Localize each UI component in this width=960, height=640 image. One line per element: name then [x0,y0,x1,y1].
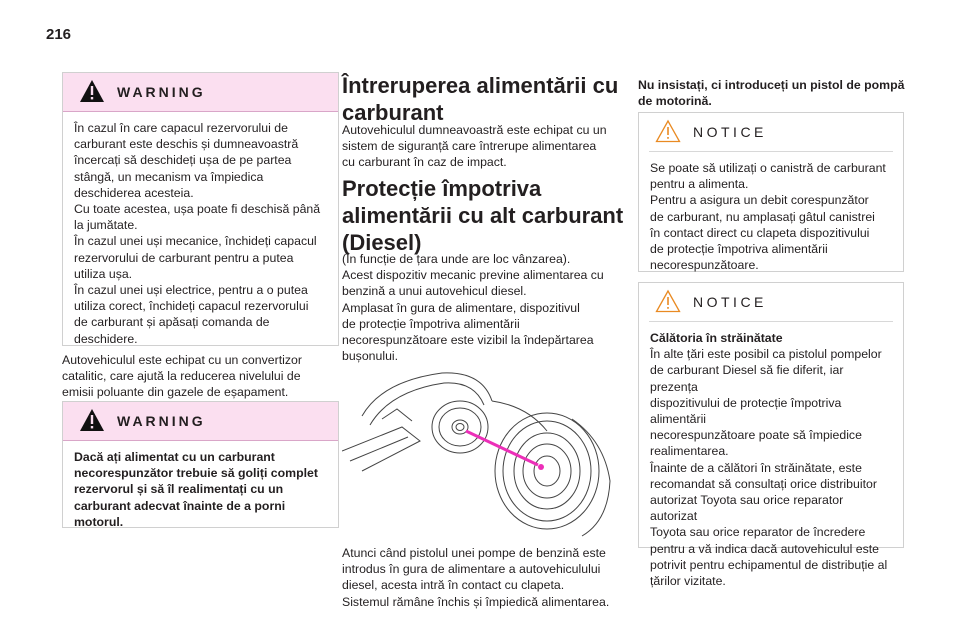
figure-caption: Atunci când pistolul unei pompe de benzină este introdus în gura de alimentare a autovehiculului diesel, acesta intră în contact cu clapeta. Sistemul rămâne închis și împiedică alimentarea. [342,546,610,609]
notice-box-canister [638,112,904,272]
warning-body: Dacă ați alimentat cu un carburant necorespunzător trebuie să goliți complet rezervorul și să îl realimentați cu un carburant adecvat înainte de a porni motorul. [74,450,318,529]
notice-body: În alte țări este posibil ca pistolul pompelor de carburant Diesel să fie diferit, iar prezența dispozitivului de protecție împotriva alimentării necorespunzătoare poate să împiedice realimentarea. Înainte de a călători în străinătate, este recomandat să consultați orice distribuitor autorizat Toyota sau orice reparator autorizat Toyota sau orice reparator de încredere pentru a vă indica dacă autovehiculul este potrivit pentru echipamentul de distribuție al țărilor vizitate. [650,347,888,589]
notice-content [649,321,893,599]
notice-subtitle: Călătoria în străinătate [650,331,783,345]
right-intro: Nu insistați, ci introduceți un pistol de pompă de motorină. [638,78,905,109]
notice-title: NOTICE [693,294,767,310]
notice-body: Se poate să utilizați o canistră de carburant pentru a alimenta. Pentru a asigura un debit corespunzător de carburant, nu amplasați gâtul canistrei în contact direct cu clapeta dispozitivului de protecție împotriva alimentării necorespunzătoare. [649,151,893,283]
warning-title: WARNING [117,413,206,429]
catalytic-paragraph: Autovehiculul este echipat cu un convertizor catalitic, care ajută la reducerea nivelului de emisii poluante din gazele de eșapament. [62,353,302,400]
notice-box-travel [638,282,904,589]
warning-header [63,402,338,441]
notice-triangle-icon [655,119,681,143]
notice-header [639,283,903,321]
pointer-dot [538,464,544,470]
section-title-fuel-cutoff: Întreruperea alimentării cu carburant [342,73,619,125]
notice-header [639,113,903,151]
section-body-misfuel: (În funcție de țara unde are loc vânzarea). Acest dispozitiv mecanic previne alimentarea cu benzină a unui autovehicul diesel. Amplasat în gura de alimentare, dispozitivul de protecție împotriva alimentării necorespunzătoare este vizibil la îndepărtarea bușonului. [342,252,604,364]
warning-header [63,73,338,112]
section-title-misfuel: Protecție împotriva alimentării cu alt carburant (Diesel) [342,176,624,255]
page-number: 216 [46,26,72,43]
notice-title: NOTICE [693,124,767,140]
warning-body: În cazul în care capacul rezervorului de carburant este deschis și dumneavoastră încercați să deschideți ușa de pe partea stângă, un mecanism va împiedica deschiderea acesteia. Cu toate acestea, ușa poate fi deschisă până la jumătate. În cazul unei uși mecanice, închideți capacul rezervorului de carburant pentru a putea utiliza ușa. În cazul unei uși electrice, pentru a o putea utiliza corect, închideți capacul rezervorului de carburant și apăsați comanda de deschidere. [74,121,321,346]
fuel-filler-illustration [342,361,624,538]
section-body-fuel-cutoff: Autovehiculul dumneavoastră este echipat cu un sistem de siguranță care întrerupe alimentarea cu carburant în caz de impact. [342,123,607,170]
warning-box-door [62,72,339,346]
warning-title: WARNING [117,84,206,100]
warning-triangle-icon [79,408,105,432]
notice-triangle-icon [655,289,681,313]
warning-box-fuel [62,401,339,528]
warning-triangle-icon [79,79,105,103]
